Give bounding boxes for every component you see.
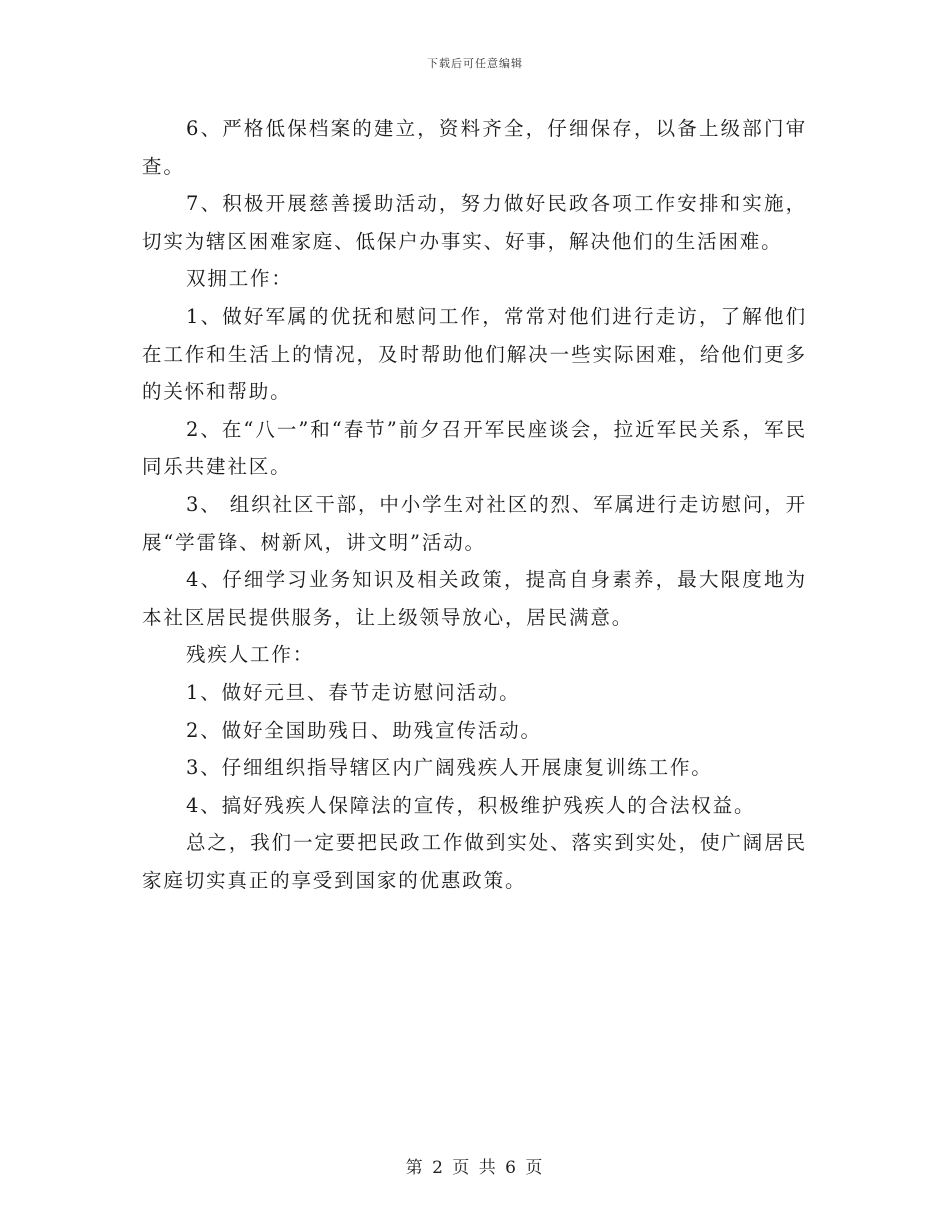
paragraph-disabled-1: 1、做好元旦、春节走访慰问活动。 [186,680,521,704]
section-heading-disabled: 残疾人工作： [186,643,315,667]
paragraph-shuangyong-1: 1、做好军属的优抚和慰问工作，常常对他们进行走访，了解他们在工作和生活上的情况，及时帮助他们解决一些实际困难，给他们更多的关怀和帮助。 [142,304,807,404]
paragraph-disabled-2: 2、做好全国助残日、助残宣传活动。 [186,718,542,742]
paragraph-disabled-3: 3、仔细组织指导辖区内广阔残疾人开展康复训练工作。 [186,756,713,780]
paragraph-disabled-4: 4、搞好残疾人保障法的宣传，积极维护残疾人的合法权益。 [186,793,756,817]
paragraph-shuangyong-4: 4、仔细学习业务知识及相关政策，提高自身素养，最大限度地为本社区居民提供服务，让上级领导放心，居民满意。 [142,568,807,629]
paragraph-shuangyong-2: 2、在“八一”和“春节”前夕召开军民座谈会，拉近军民关系，军民同乐共建社区。 [142,417,807,479]
paragraph-item-7-charity: 7、积极开展慈善援助活动，努力做好民政各项工作安排和实施，切实为辖区困难家庭、低保户办事实、好事，解决他们的生活困难。 [142,192,807,253]
section-heading-shuangyong: 双拥工作： [186,267,293,291]
paragraph-item-6-archives: 6、严格低保档案的建立，资料齐全，仔细保存，以备上级部门审查。 [142,117,807,178]
paragraph-conclusion: 总之，我们一定要把民政工作做到实处、落实到实处，使广阔居民家庭切实真正的享受到国家的优惠政策。 [142,831,807,892]
page-number-footer: 第 2 页 共 6 页 [405,1158,545,1178]
document-body [142,110,807,899]
page-header: 下载后可任意编辑 [427,57,523,70]
paragraph-shuangyong-3: 3、 组织社区干部，中小学生对社区的烈、军属进行走访慰问，开展“学雷锋、树新风，讲文明”活动。 [142,492,807,554]
